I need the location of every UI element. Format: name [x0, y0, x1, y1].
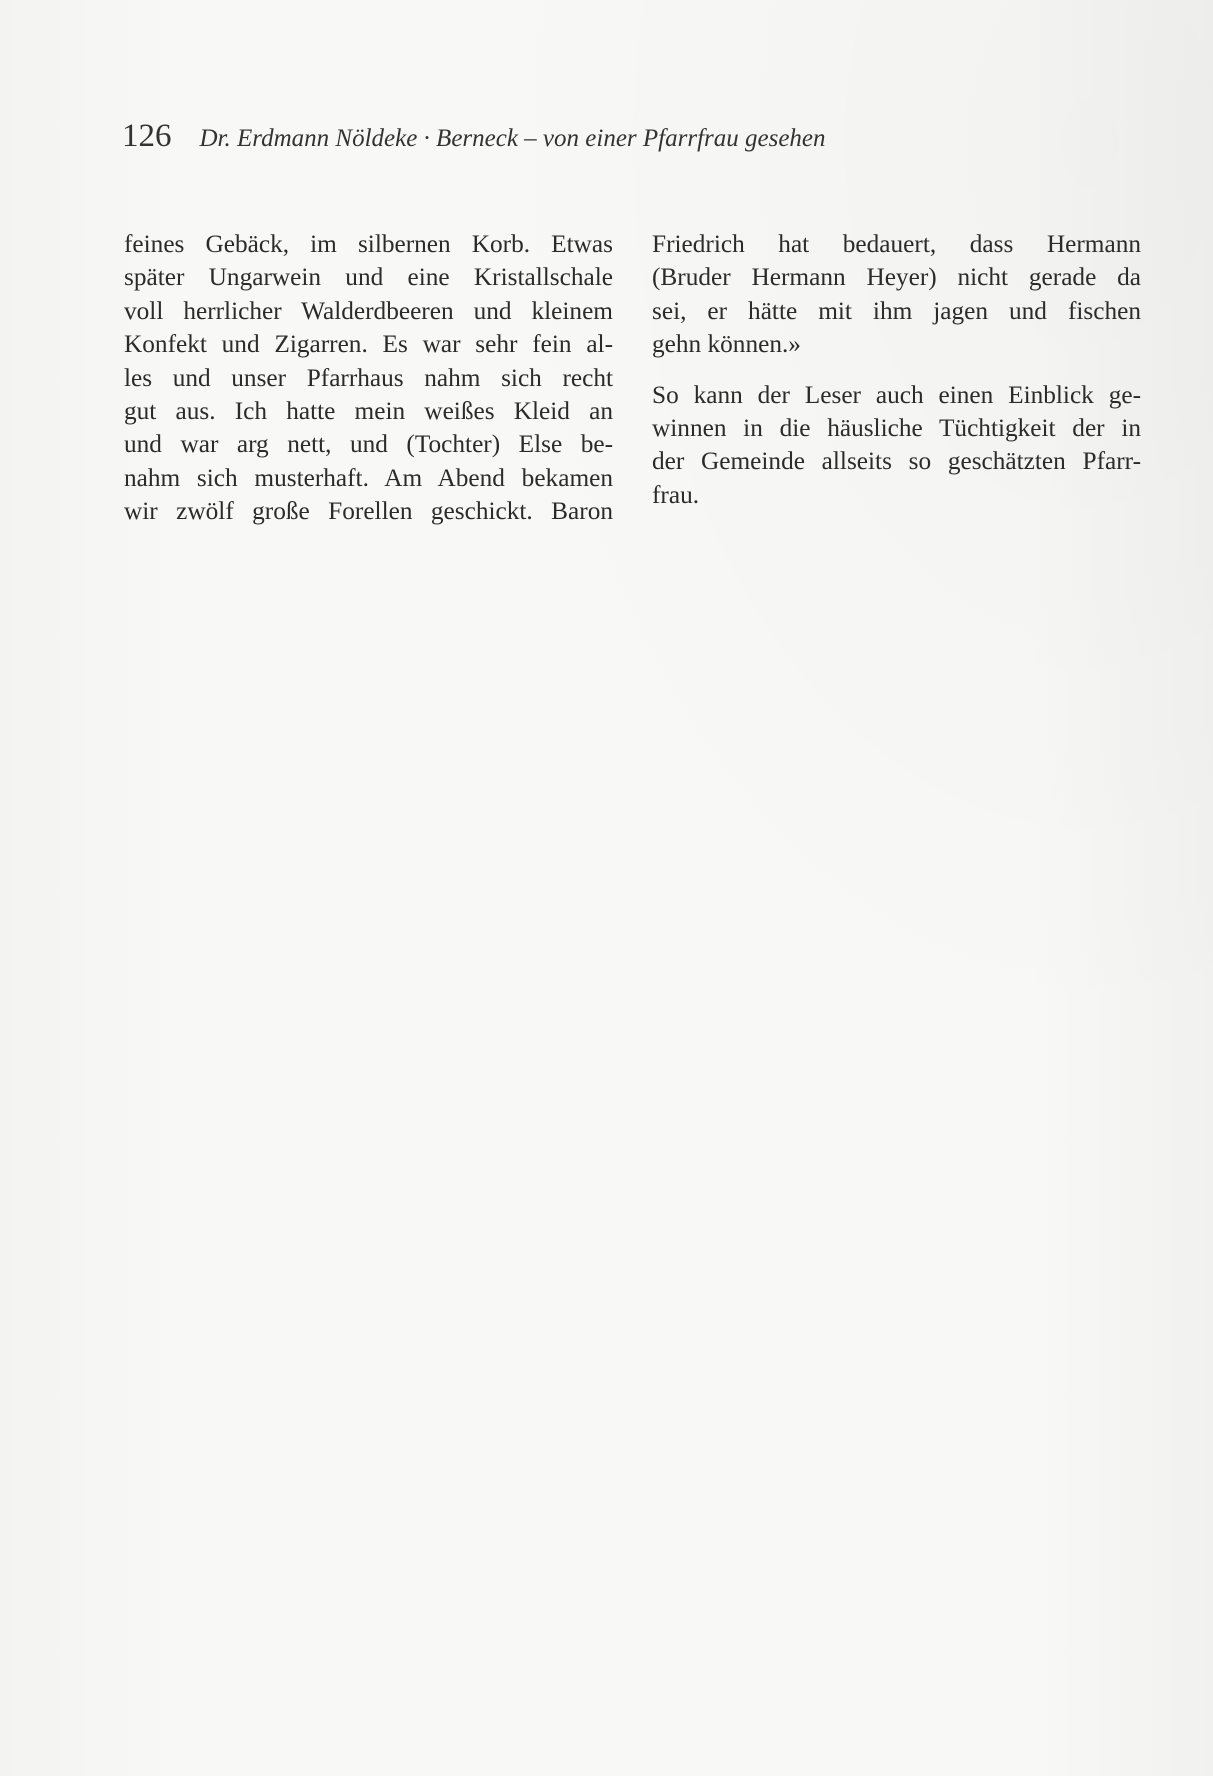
text-line: Konfekt und Zigarren. Es war sehr fein al- — [124, 330, 613, 359]
text-line: les und unser Pfarrhaus nahm sich recht — [124, 363, 613, 392]
page-number: 126 — [122, 118, 172, 154]
right-column — [652, 228, 1141, 512]
paragraph — [652, 228, 1141, 362]
text-line: winnen in die häusliche Tüchtigkeit der in — [652, 413, 1141, 442]
running-head: Dr. Erdmann Nöldeke · Berneck – von einer Pfarrfrau gesehen — [199, 125, 826, 152]
text-line: gut aus. Ich hatte mein weißes Kleid an — [124, 396, 613, 425]
text-line: frau. — [652, 480, 700, 509]
text-line: Friedrich hat bedauert, dass Hermann — [652, 230, 1141, 258]
text-line: später Ungarwein und eine Kristallschale — [124, 263, 613, 292]
paragraph — [652, 379, 1141, 513]
text-line: und war arg nett, und (Tochter) Else be- — [124, 430, 613, 459]
text-line: voll herrlicher Walderdbeeren und kleinem — [124, 296, 613, 325]
text-line: gehn können.» — [652, 330, 801, 359]
text-line: wir zwölf große Forellen geschickt. Baron — [124, 497, 613, 526]
left-column — [124, 228, 613, 529]
text-line: nahm sich musterhaft. Am Abend bekamen — [124, 463, 613, 492]
text-line: der Gemeinde allseits so geschätzten Pfarr- — [652, 447, 1141, 476]
text-line: So kann der Leser auch einen Einblick ge- — [652, 380, 1141, 409]
paragraph-gap — [652, 362, 1141, 379]
text-line: sei, er hätte mit ihm jagen und fischen — [652, 296, 1141, 325]
page-header — [122, 118, 1122, 158]
text-line: feines Gebäck, im silbernen Korb. Etwas — [124, 230, 613, 258]
text-line: (Bruder Hermann Heyer) nicht gerade da — [652, 263, 1141, 292]
